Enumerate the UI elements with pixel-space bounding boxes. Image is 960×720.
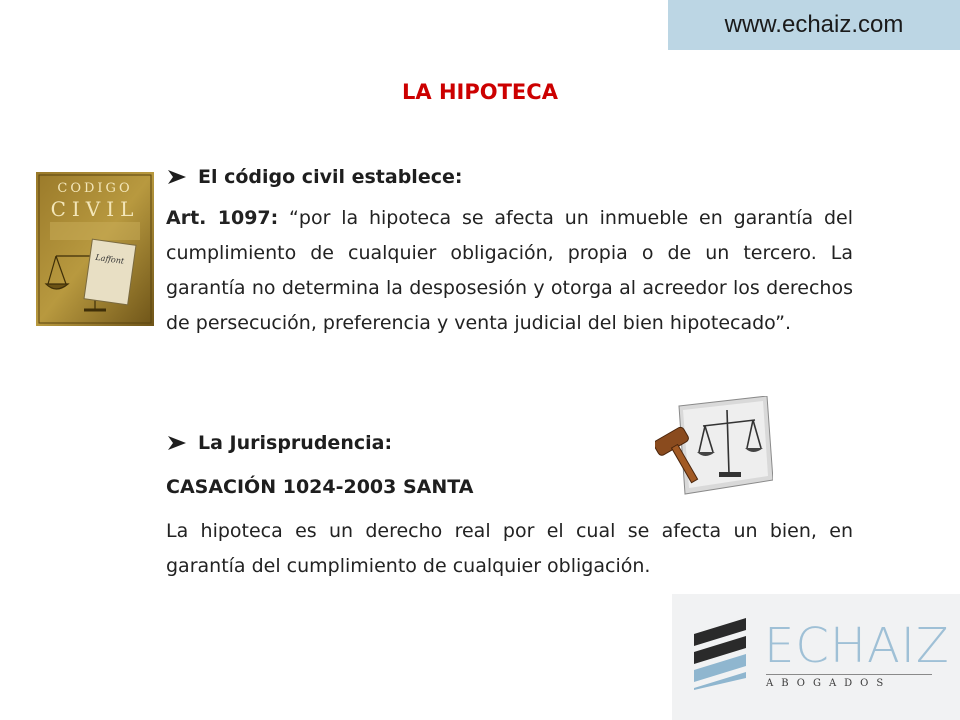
slide-title: LA HIPOTECA [402, 80, 558, 104]
jurisprudence-heading: La Jurisprudencia: [198, 432, 393, 454]
bullet-jurisprudence [168, 432, 392, 454]
website-url: www.echaiz.com [724, 11, 904, 38]
svg-text:Laffont: Laffont [94, 252, 125, 266]
case-paragraph: La hipoteca es un derecho real por el cual se afecta un bien, en garantía del cumplimiento de cualquier obligación. [166, 520, 853, 577]
website-url-box [668, 0, 960, 50]
article-label: Art. 1097: [166, 207, 279, 229]
logo-subtitle: ABOGADOS [766, 678, 892, 689]
civil-code-heading: El código civil establece: [198, 166, 463, 188]
article-paragraph [166, 201, 853, 341]
echaiz-logo [672, 594, 960, 720]
book-title-main: CIVIL [50, 197, 140, 221]
bullet-civil-code [168, 166, 462, 188]
arrow-bullet-icon [168, 436, 186, 450]
case-title: CASACIÓN 1024-2003 SANTA [166, 476, 474, 498]
logo-divider [766, 674, 932, 675]
article-text: “por la hipoteca se afecta un inmueble en garantía del cumplimiento de cualquier obligación, propia o de un tercero. La garantía no determina la desposesión y otorga al acreedor los derechos de persecución, preferencia y venta judicial del bien hipotecado”. [166, 207, 854, 334]
logo-name: ECHAIZ [764, 618, 950, 674]
book-title-top: CODIGO [57, 181, 133, 196]
gavel-scales-image [655, 396, 773, 498]
logo-stripes-icon [694, 618, 754, 690]
arrow-bullet-icon [168, 170, 186, 184]
civil-code-book-image [36, 172, 154, 326]
